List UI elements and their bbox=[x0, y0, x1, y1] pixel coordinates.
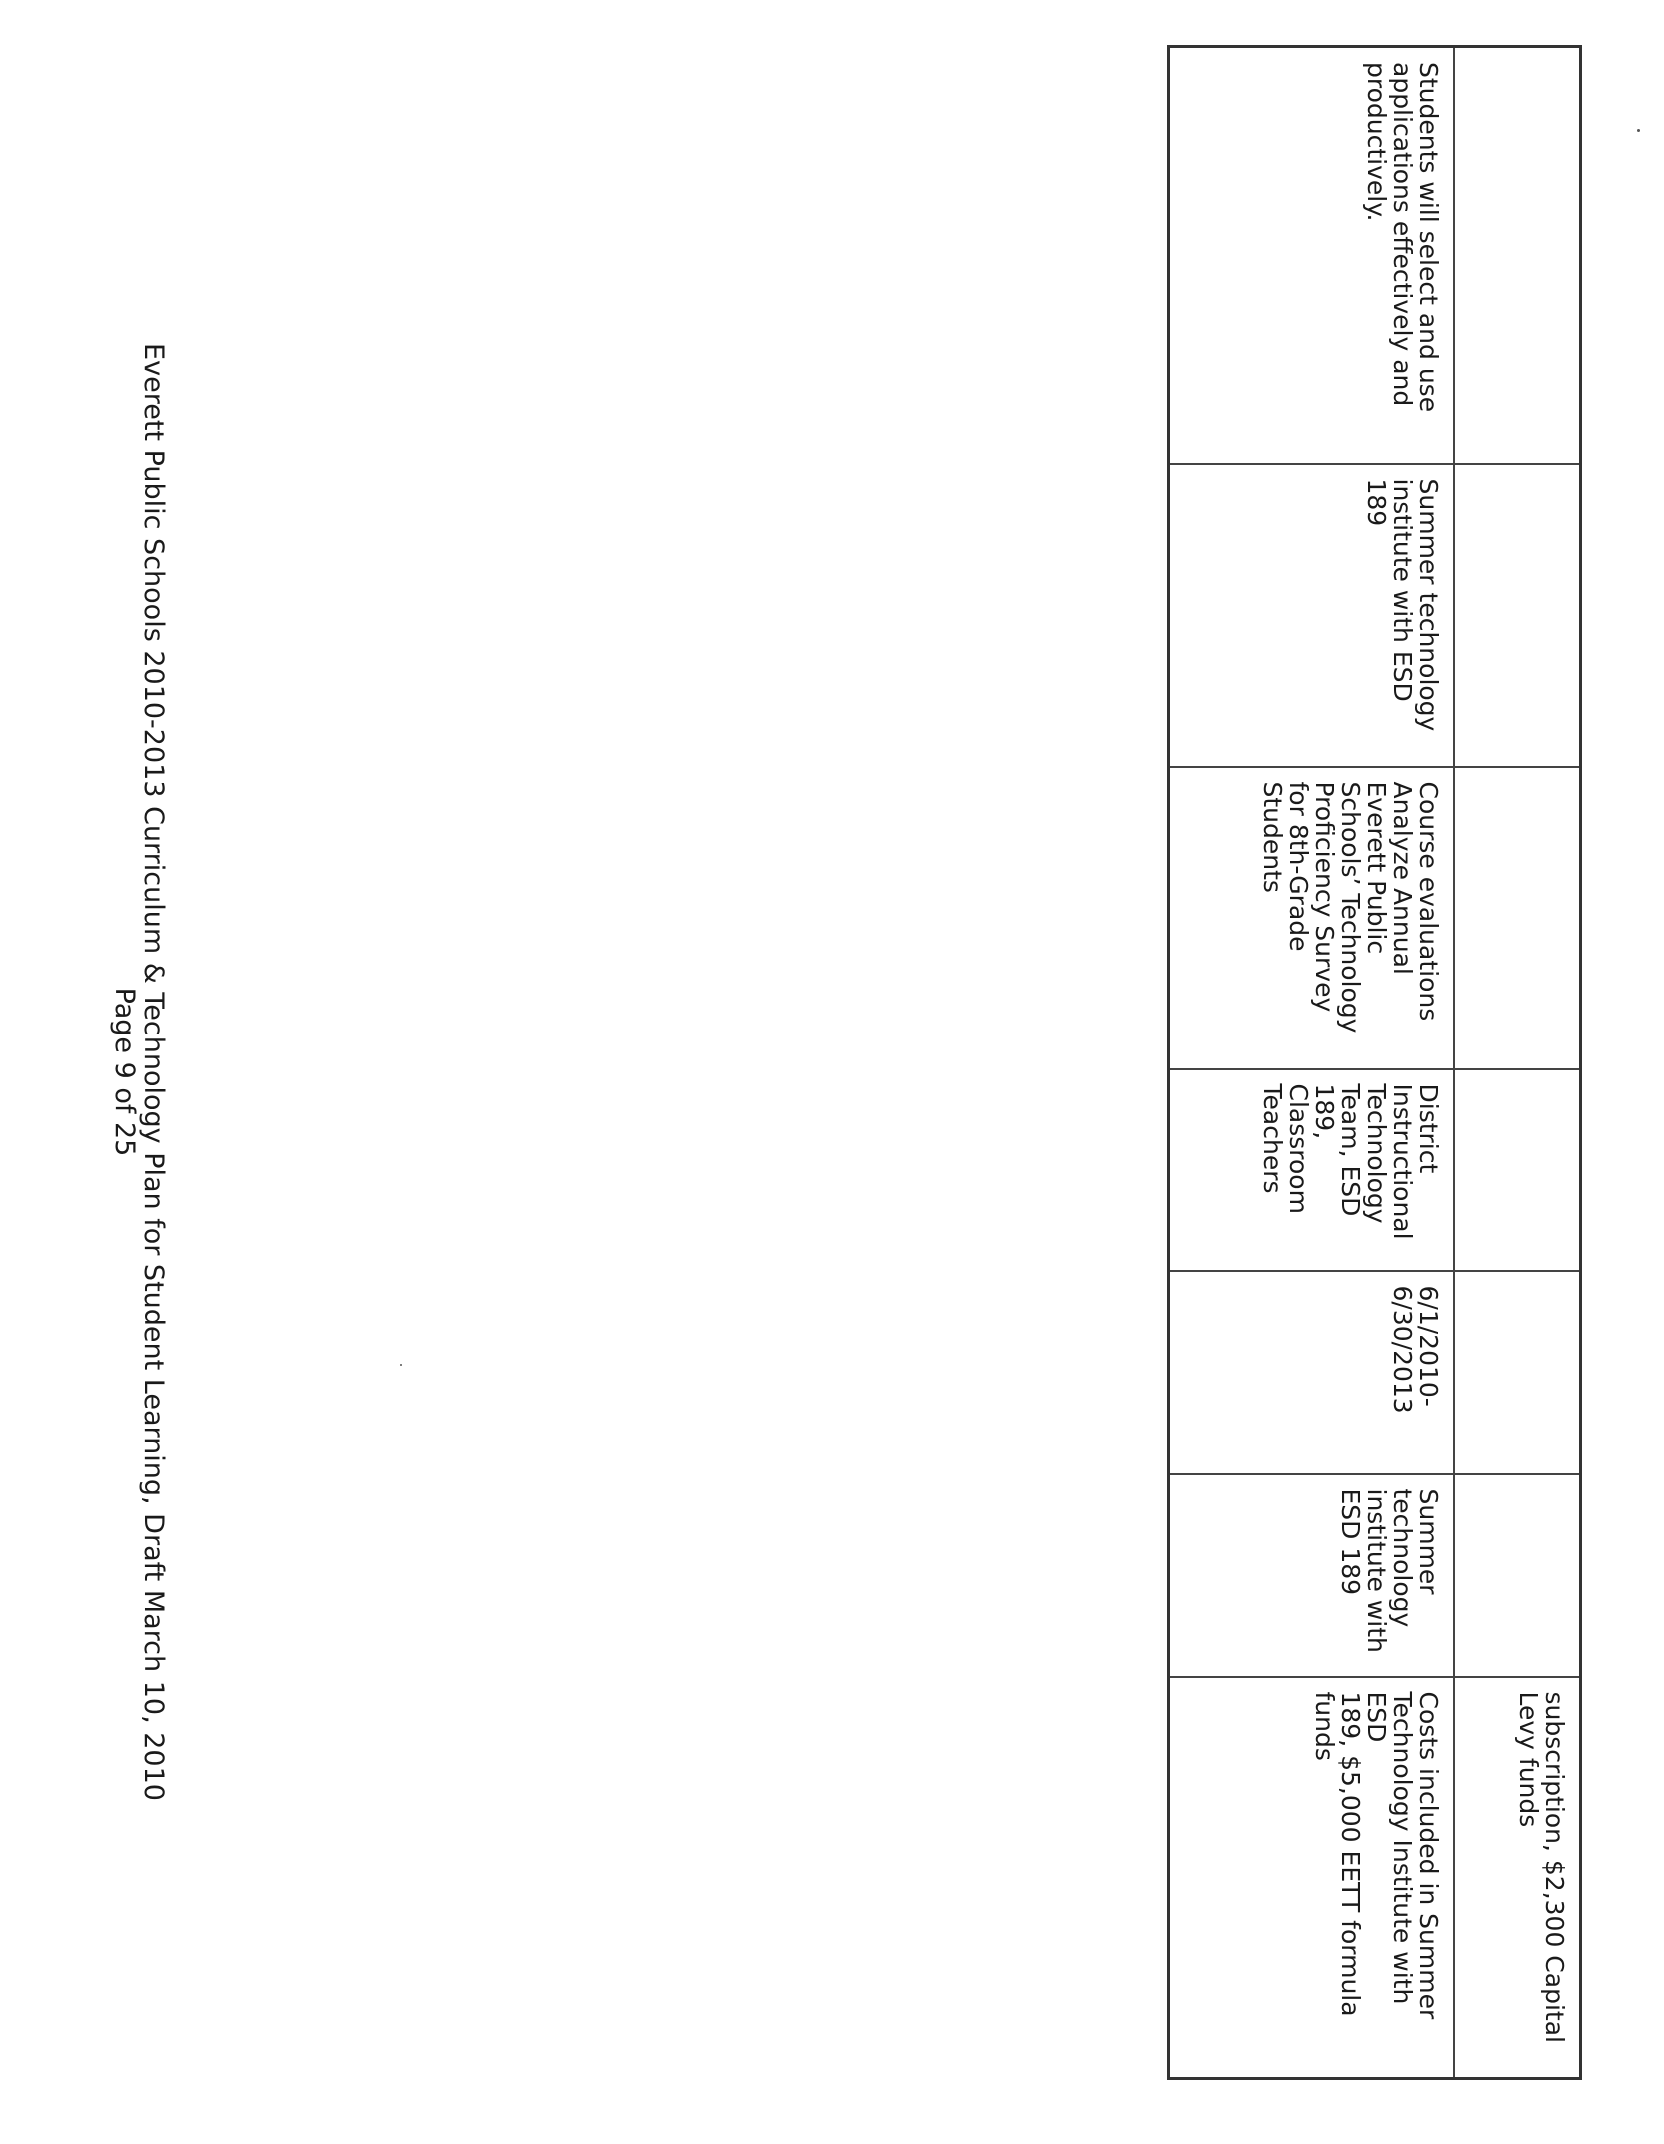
cell-line: Team, ESD bbox=[1336, 1083, 1365, 1217]
cell-line: District bbox=[1414, 1083, 1443, 1174]
table-cell bbox=[1454, 1271, 1581, 1474]
cell-line: Technology bbox=[1362, 1083, 1391, 1224]
page-number: Page 9 of 25 bbox=[109, 987, 140, 1157]
cell-line: Schools’ Technology bbox=[1336, 781, 1365, 1034]
table-cell bbox=[1454, 1474, 1581, 1677]
cell-line: productively. bbox=[1362, 62, 1391, 222]
cell-line: Instructional bbox=[1388, 1083, 1417, 1240]
cell-line: for 8th-Grade bbox=[1284, 781, 1313, 952]
plan-table bbox=[1167, 45, 1582, 2080]
table-cell bbox=[1454, 464, 1581, 767]
cell-line: Course evaluations bbox=[1414, 781, 1443, 1022]
cell-line: 6/1/2010- bbox=[1414, 1285, 1443, 1407]
timeline-cell bbox=[1169, 1271, 1455, 1474]
cell-line: Costs included in Summer bbox=[1414, 1691, 1443, 2020]
goal-cell bbox=[1169, 47, 1455, 464]
footer-title: Everett Public Schools 2010-2013 Curriculum & Technology Plan for Student Learning, Draft March 10, 2010 bbox=[138, 343, 169, 1801]
cell-line: 6/30/2013 bbox=[1388, 1285, 1417, 1414]
resources-cell bbox=[1169, 1474, 1455, 1677]
cell-line: Teachers bbox=[1258, 1083, 1287, 1194]
cell-line: Everett Public bbox=[1362, 781, 1391, 955]
cell-line: Analyze Annual bbox=[1388, 781, 1417, 975]
cell-line: 189, $5,000 EETT formula bbox=[1336, 1691, 1365, 2017]
table-row bbox=[1169, 47, 1455, 2079]
cell-line: subscription, $2,300 Capital bbox=[1540, 1691, 1569, 2043]
cell-line: Students will select and use bbox=[1414, 62, 1443, 413]
cell-line: Levy funds bbox=[1514, 1691, 1543, 1828]
scan-speck bbox=[400, 1364, 402, 1366]
cell-line: institute with ESD bbox=[1388, 478, 1417, 702]
cell-line: institute with bbox=[1362, 1488, 1391, 1653]
cell-line: Proficiency Survey bbox=[1310, 781, 1339, 1013]
cell-line: funds bbox=[1310, 1691, 1339, 1761]
cell-line: ESD 189 bbox=[1336, 1488, 1365, 1596]
cell-line: Technology Institute with ESD bbox=[1362, 1691, 1417, 2005]
table-cell bbox=[1454, 47, 1581, 464]
cell-line: applications effectively and bbox=[1388, 62, 1417, 407]
cell-line: Classroom bbox=[1284, 1083, 1313, 1214]
activity-cell bbox=[1169, 464, 1455, 767]
costs-cell bbox=[1169, 1677, 1455, 2079]
table-row bbox=[1454, 47, 1581, 2079]
cell-line: 189 bbox=[1362, 478, 1391, 527]
cell-line: Students bbox=[1258, 781, 1287, 893]
evaluation-cell bbox=[1169, 767, 1455, 1069]
cell-line: technology bbox=[1388, 1488, 1417, 1628]
cell-line: 189, bbox=[1310, 1083, 1339, 1140]
costs-cell-top bbox=[1454, 1677, 1581, 2079]
scan-speck bbox=[1637, 129, 1640, 132]
table-cell bbox=[1454, 1069, 1581, 1271]
cell-line: Summer bbox=[1414, 1488, 1443, 1595]
responsible-cell bbox=[1169, 1069, 1455, 1271]
cell-line: Summer technology bbox=[1414, 478, 1443, 732]
table-cell bbox=[1454, 767, 1581, 1069]
